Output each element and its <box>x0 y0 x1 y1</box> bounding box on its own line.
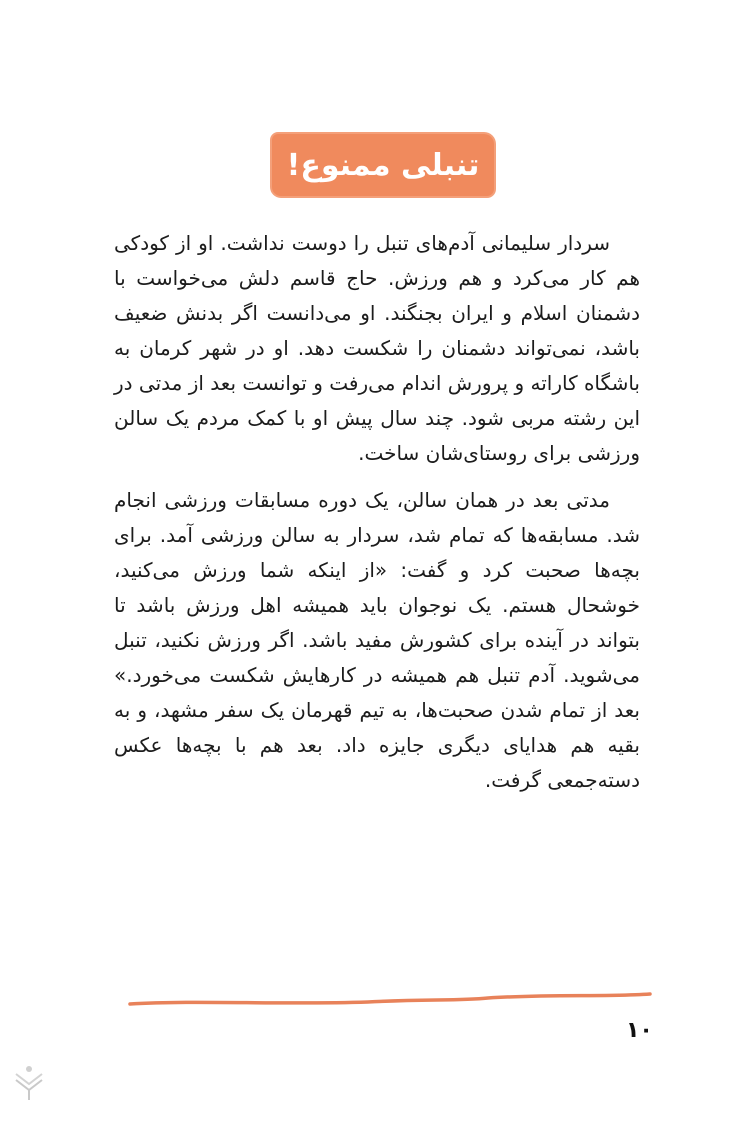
footer-wavy-line-icon <box>128 988 652 1014</box>
paragraph-1: سردار سلیمانی آدم‌های تنبل را دوست نداشت. او از کودکی هم کار می‌کرد و هم ورزش. حاج قاسم دلش می‌خواست با دشمنان اسلام و ایران بجنگند. او می‌دانست اگر بدنش ضعیف باشد، نمی‌تواند دشمنان را شکست دهد. او در شهر کرمان به باشگاه کاراته و پرورش اندام می‌رفت و توانست بعد از مدتی در این رشته مربی شود. چند سال پیش او با کمک مردم یک سالن ورزشی برای روستای‌شان ساخت. <box>114 231 640 465</box>
page-number: ۱۰ <box>626 1018 653 1043</box>
book-logo-icon <box>12 1062 46 1106</box>
paragraph-2: مدتی بعد در همان سالن، یک دوره مسابقات ورزشی انجام شد. مسابقه‌ها که تمام شد، سردار به سالن ورزشی آمد. برای بچه‌ها صحبت کرد و گفت: «از اینکه شما ورزش می‌کنید، خوشحال هستم. یک نوجوان باید همیشه اهل ورزش باشد تا بتواند در آینده برای کشورش مفید باشد. اگر ورزش نکنید، تنبل می‌شوید. آدم تنبل هم همیشه در کارهایش شکست می‌خورد.» بعد از تمام شدن صحبت‌ها، به تیم قهرمان یک سفر مشهد، و به بقیه هم هدایای دیگری جایزه داد. بعد هم با بچه‌ها عکس دسته‌جمعی گرفت. <box>114 488 640 792</box>
story-body <box>114 226 640 798</box>
chapter-title: تنبلی ممنوع! <box>286 147 480 183</box>
chapter-title-badge <box>272 134 494 196</box>
